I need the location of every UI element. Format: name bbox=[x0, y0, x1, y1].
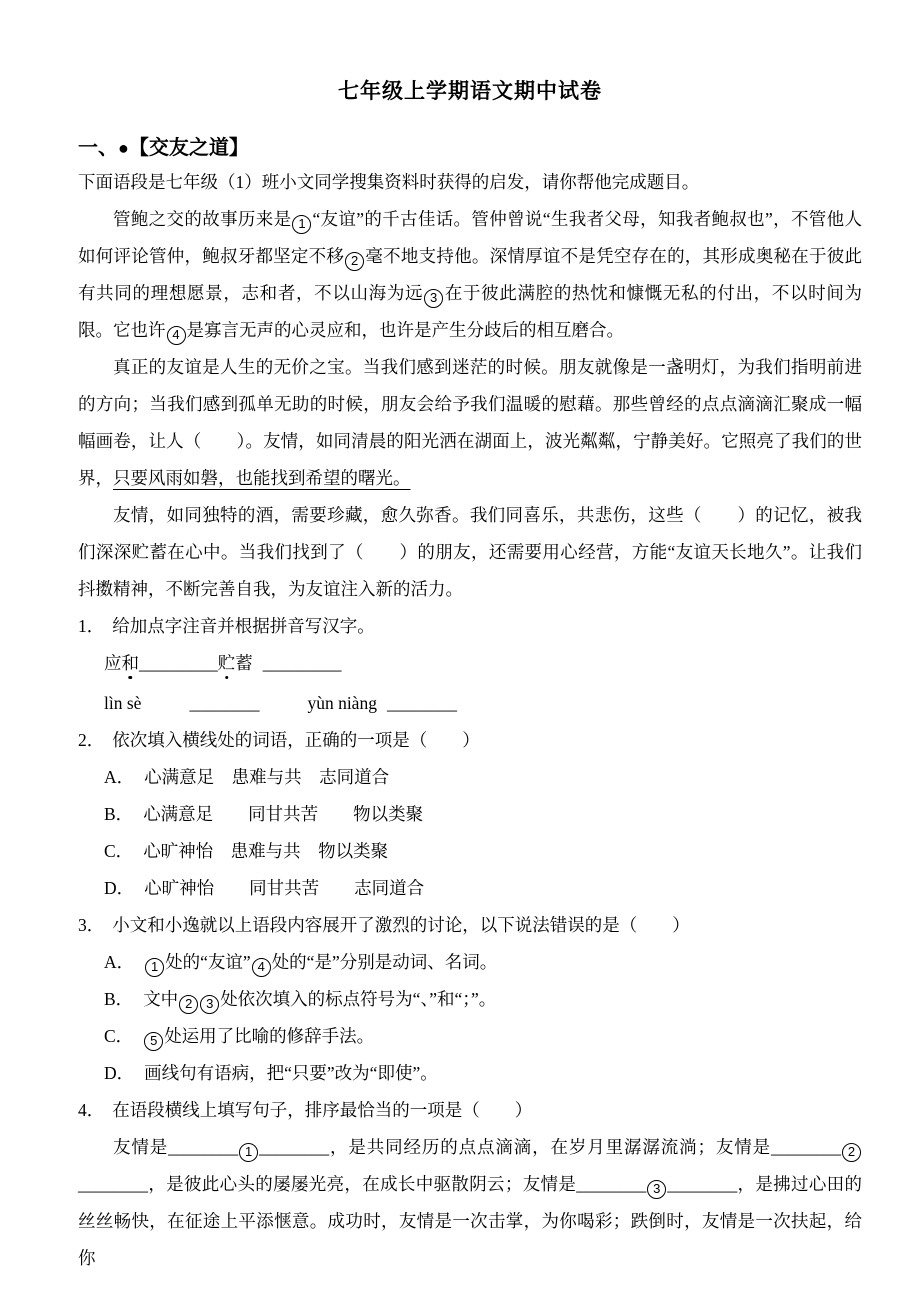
question-3-text: 小文和小逸就以上语段内容展开了激烈的讨论，以下说法错误的是（ ） bbox=[112, 915, 690, 935]
option-label: D． bbox=[104, 1063, 135, 1083]
question-4-body: 友情是________ 1 ________，是共同经历的点点滴滴，在岁月里潺潺流淌；友情是________ 2________，是彼此心头的屡屡光亮，在成长中驱散阴云；友情是________ 3 ________，是拂过心田的丝丝畅快，在征途上平添惬意。成功时，友情是一次击掌，为你喝彩；跌倒时，友情是一次扶起，给你 bbox=[78, 1137, 862, 1268]
option-label: B． bbox=[104, 804, 134, 824]
dotted-char-zhu: 贮 bbox=[217, 653, 236, 673]
option-text: 心满意足 患难与共 志同道合 bbox=[144, 767, 390, 787]
option-label: D． bbox=[104, 878, 135, 898]
question-2-stem bbox=[78, 722, 862, 759]
circled-number-icon: 3 bbox=[200, 995, 219, 1014]
question-2-option-c bbox=[78, 833, 862, 870]
question-2-number: 2． bbox=[78, 730, 105, 750]
intro-text: 下面语段是七年级（1）班小文同学搜集资料时获得的启发，请你帮他完成题目。 bbox=[78, 172, 700, 192]
bullet-icon: ● bbox=[118, 138, 129, 158]
circled-number-icon: 2 bbox=[842, 1143, 861, 1162]
option-text: 5 处运用了比喻的修辞手法。 bbox=[143, 1026, 374, 1046]
question-1-text: 给加点字注音并根据拼音写汉字。 bbox=[112, 616, 375, 636]
option-text: 画线句有语病，把“只要”改为“即使”。 bbox=[144, 1063, 438, 1083]
option-label: C． bbox=[104, 841, 134, 861]
circled-number-icon: 1 bbox=[239, 1143, 258, 1162]
word-xu: 蓄 bbox=[235, 653, 253, 673]
section-title: 【交友之道】 bbox=[128, 137, 249, 159]
section-heading bbox=[78, 132, 862, 164]
page-title: 七年级上学期语文期中试卷 bbox=[338, 79, 602, 103]
answer-blank-1: _________ bbox=[139, 653, 218, 673]
circled-number-icon: 1 bbox=[145, 958, 164, 977]
circled-number-icon: 3 bbox=[424, 289, 443, 308]
word-ying: 应 bbox=[104, 653, 122, 673]
option-text: 心满意足 同甘共苦 物以类聚 bbox=[143, 804, 424, 824]
option-text: 1 处的“友谊” 4 处的“是”分别是动词、名词。 bbox=[144, 952, 497, 972]
question-3-option-a bbox=[78, 944, 862, 981]
question-2 bbox=[78, 722, 862, 907]
circled-number-icon: 4 bbox=[167, 326, 186, 345]
question-1-pinyin-row bbox=[78, 685, 862, 722]
answer-blank-3: ________ bbox=[189, 693, 260, 713]
question-2-text: 依次填入横线处的词语，正确的一项是（ ） bbox=[112, 730, 480, 750]
question-3 bbox=[78, 907, 862, 1092]
question-3-option-d bbox=[78, 1055, 862, 1092]
question-2-option-a bbox=[78, 759, 862, 796]
circled-number-icon: 1 bbox=[292, 215, 311, 234]
option-text: 文中 2 3 处依次填入的标点符号为“、”和“；”。 bbox=[143, 989, 496, 1009]
question-1 bbox=[78, 608, 862, 722]
question-4 bbox=[78, 1092, 862, 1277]
circled-number-icon: 2 bbox=[179, 995, 198, 1014]
question-4-number: 4． bbox=[78, 1100, 105, 1120]
circled-number-icon: 4 bbox=[252, 958, 271, 977]
passage-paragraph-3: 友情，如同独特的酒，需要珍藏，愈久弥香。我们同喜乐，共悲伤，这些（ ）的记忆，被我们深深贮蓄在心中。当我们找到了（ ）的朋友，还需要用心经营，方能“友谊天长地久”。让我们抖擞精神，不断完善自我，为友谊注入新的活力。 bbox=[78, 505, 862, 599]
section-number: 一、 bbox=[78, 137, 118, 159]
pinyin-yun-niang: yùn niàng bbox=[307, 693, 377, 713]
question-4-text: 在语段横线上填写句子，排序最恰当的一项是（ ） bbox=[112, 1100, 533, 1120]
option-label: C． bbox=[104, 1026, 134, 1046]
question-1-words-row bbox=[78, 645, 862, 682]
circled-number-icon: 3 bbox=[647, 1180, 666, 1199]
dotted-char-he: 和 bbox=[121, 653, 139, 673]
question-3-option-c bbox=[78, 1018, 862, 1055]
passage-paragraph-2 bbox=[78, 349, 862, 497]
passage-paragraph-1: 管鲍之交的故事历来是 1 “友谊”的千古佳话。管仲曾说“生我者父母，知我者鲍叔也”，不管他人如何评论管仲，鲍叔牙都坚定不移 2 毫不地支持他。深情厚谊不是凭空存在的，其形成奥秘在于彼此有共同的理想愿景，志和者，不以山海为远 3 在于彼此满腔的热忱和慷慨无私的付出，不以时间为限。它也许 4 是寡言无声的心灵应和，也许是产生分歧后的相互磨合。 bbox=[78, 201, 862, 349]
question-1-number: 1． bbox=[78, 616, 105, 636]
circled-number-icon: 2 bbox=[345, 252, 364, 271]
question-4-stem bbox=[78, 1092, 862, 1129]
option-text: 心旷神怡 患难与共 物以类聚 bbox=[143, 841, 389, 861]
pinyin-lin-se: lìn sè bbox=[104, 693, 142, 713]
question-3-number: 3． bbox=[78, 915, 105, 935]
question-3-option-b bbox=[78, 981, 862, 1018]
paragraph-2-main: 真正的友谊是人生的无价之宝。当我们感到迷茫的时候。朋友就像是一盏明灯，为我们指明前进的方向；当我们感到孤单无助的时候，朋友会给予我们温暖的慰藉。那些曾经的点点滴滴汇聚成一幅幅画卷，让人（ ）。友情，如同清晨的阳光洒在湖面上，波光粼粼，宁静美好。它照亮了我们的世界， bbox=[78, 357, 862, 488]
answer-blank-2: _________ bbox=[262, 653, 342, 673]
circled-number-icon: 5 bbox=[144, 1032, 163, 1051]
question-3-stem bbox=[78, 907, 862, 944]
answer-blank-4: ________ bbox=[386, 693, 457, 713]
question-2-option-b bbox=[78, 796, 862, 833]
question-1-stem bbox=[78, 608, 862, 645]
option-text: 心旷神怡 同甘共苦 志同道合 bbox=[144, 878, 425, 898]
paragraph-2-underlined-clause: 只要风雨如磐，也能找到希望的曙光。 bbox=[113, 468, 411, 488]
option-label: A． bbox=[104, 952, 135, 972]
option-label: B． bbox=[104, 989, 134, 1009]
option-label: A． bbox=[104, 767, 135, 787]
question-2-option-d bbox=[78, 870, 862, 907]
